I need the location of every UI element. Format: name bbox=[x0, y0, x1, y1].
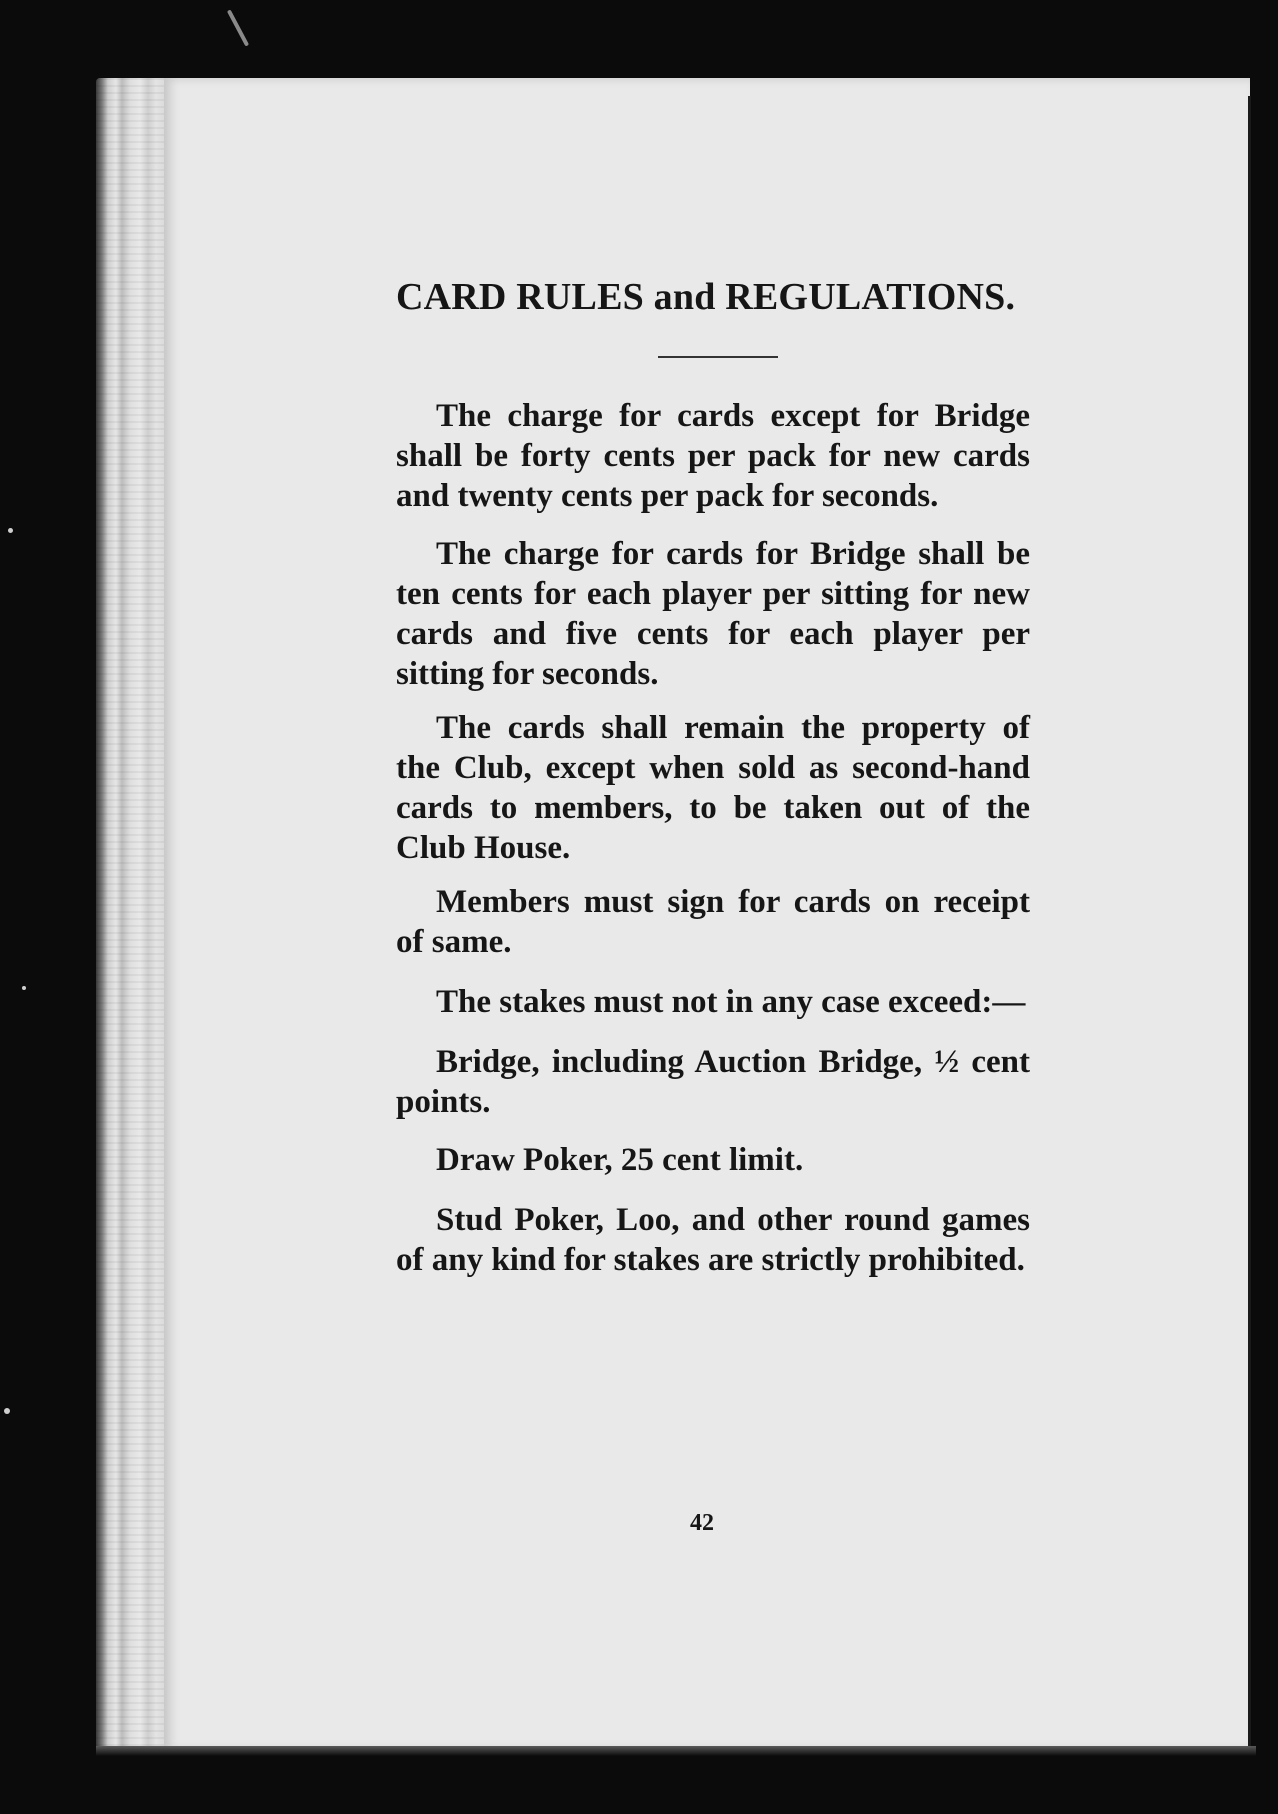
paragraph-sign-for-cards: Members must sign for cards on receipt of same. bbox=[396, 883, 1030, 960]
paragraph-stakes-limit: The stakes must not in any case exceed:— bbox=[436, 983, 1026, 1020]
paragraph-bridge-charge: The charge for cards for Bridge shall be ten cents for each player per sitting for new cards and five cents for each player per sitting for seconds. bbox=[396, 535, 1030, 692]
page-bottom-shadow bbox=[96, 1746, 1256, 1756]
dust-speck bbox=[227, 9, 249, 46]
dust-speck bbox=[8, 528, 13, 533]
book-spine-edge bbox=[96, 78, 166, 1750]
paragraph-draw-poker: Draw Poker, 25 cent limit. bbox=[436, 1141, 804, 1178]
paragraph-bridge-stakes: Bridge, including Auction Bridge, ½ cent points. bbox=[396, 1043, 1030, 1120]
page-title: CARD RULES and REGULATIONS. bbox=[396, 276, 1016, 318]
page-right-edge bbox=[1248, 96, 1251, 1750]
dust-speck bbox=[22, 986, 26, 990]
dust-speck bbox=[4, 1408, 10, 1414]
paragraph-card-property: The cards shall remain the property of the Club, except when sold as second-hand cards to members, to be taken out of the Club House. bbox=[396, 709, 1030, 866]
page-number: 42 bbox=[690, 1510, 714, 1536]
paragraph-card-charge: The charge for cards except for Bridge shall be forty cents per pack for new cards and twenty cents per pack for seconds. bbox=[396, 397, 1030, 514]
title-divider-rule bbox=[658, 356, 778, 358]
page-text-block bbox=[396, 276, 1030, 1280]
paragraph-prohibited-games: Stud Poker, Loo, and other round games of any kind for stakes are strictly prohibited. bbox=[396, 1201, 1030, 1278]
